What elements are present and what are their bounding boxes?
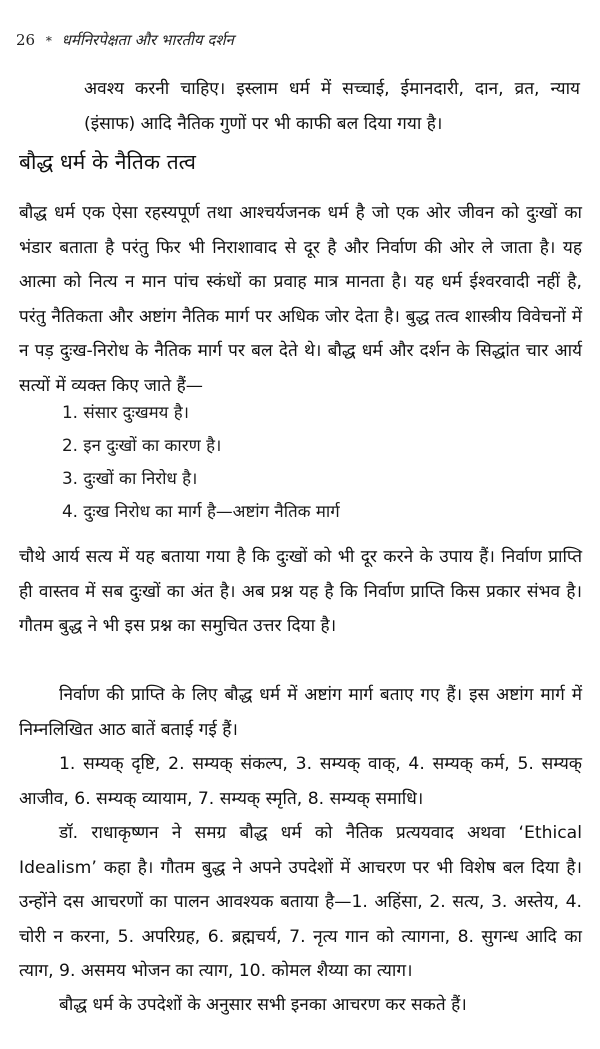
section-heading: बौद्ध धर्म के नैतिक तत्व	[19, 150, 196, 174]
list-item: 2. इन दुःखों का कारण है।	[62, 435, 222, 455]
paragraph-fourth-truth: चौथे आर्य सत्य में यह बताया गया है कि दुःखों को भी दूर करने के उपाय हैं। निर्वाण प्राप्ति ही वास्तव में सब दुःखों का अंत है। अब प्रश्न यह है कि निर्वाण प्राप्ति किस प्रकार संभव है। गौतम बुद्ध ने भी इस प्रश्न का समुचित उत्तर दिया है।	[19, 547, 582, 636]
header-separator: *	[45, 34, 52, 48]
page-number: 26	[16, 31, 36, 49]
noble-truths-list	[62, 396, 340, 528]
paragraph-radhakrishnan: डॉ. राधाकृष्णन ने समग्र बौद्ध धर्म को नैतिक प्रत्ययवाद अथवा ‘Ethical Idealism’ कहा है। गौतम बुद्ध ने अपने उपदेशों में आचरण पर भी विशेष बल दिया है। उन्होंने दस आचरणों का पालन आवश्यक बताया है—1. अहिंसा, 2. सत्य, 3. अस्तेय, 4. चोरी न करना, 5. अपरिग्रह, 6. ब्रह्मचर्य, 7. नृत्य गान को त्यागना, 8. सुगन्ध आदि का त्याग, 9. असमय भोजन का त्याग, 10. कोमल शैय्या का त्याग।	[19, 823, 582, 981]
paragraph-eightfold-list: 1. सम्यक् दृष्टि, 2. सम्यक् संकल्प, 3. सम्यक् वाक्, 4. सम्यक् कर्म, 5. सम्यक् आजीव, 6. सम्यक् व्यायाम, 7. सम्यक् स्मृति, 8. सम्यक् समाधि।	[19, 754, 582, 809]
intro-paragraph: अवश्य करनी चाहिए। इस्लाम धर्म में सच्चाई, ईमानदारी, दान, व्रत, न्याय (इंसाफ) आदि नैतिक गुणों पर भी काफी बल दिया गया है।	[84, 79, 580, 134]
paragraph-conclusion: बौद्ध धर्म के उपदेशों के अनुसार सभी इनका आचरण कर सकते हैं।	[59, 995, 467, 1015]
paragraph-buddhism-intro: बौद्ध धर्म एक ऐसा रहस्यपूर्ण तथा आश्चर्यजनक धर्म है जो एक ओर जीवन को दुःखों का भंडार बताता है परंतु फिर भी निराशावाद से दूर है और निर्वाण की ओर ले जाता है। यह आत्मा को नित्य न मान पांच स्कंधों का प्रवाह मात्र मानता है। यह धर्म ईश्वरवादी नहीं है, परंतु नैतिकता और अष्टांग नैतिक मार्ग पर अधिक जोर देता है। बुद्ध तत्व शास्त्रीय विवेचनों में न पड़ दुःख-निरोध के नैतिक मार्ग पर बल देते थे। बौद्ध धर्म और दर्शन के सिद्धांत चार आर्य सत्यों में व्यक्त किए जाते हैं—	[19, 203, 582, 396]
list-item: 3. दुःखों का निरोध है।	[62, 468, 198, 488]
list-item: 4. दुःख निरोध का मार्ग है—अष्टांग नैतिक मार्ग	[62, 501, 340, 521]
running-title: धर्मनिरपेक्षता और भारतीय दर्शन	[61, 31, 234, 49]
page-header	[16, 30, 234, 50]
paragraph-eightfold-path: निर्वाण की प्राप्ति के लिए बौद्ध धर्म में अष्टांग मार्ग बताए गए हैं। इस अष्टांग मार्ग में निम्नलिखित आठ बातें बताई गई हैं।	[19, 685, 582, 740]
list-item: 1. संसार दुःखमय है।	[62, 402, 189, 422]
